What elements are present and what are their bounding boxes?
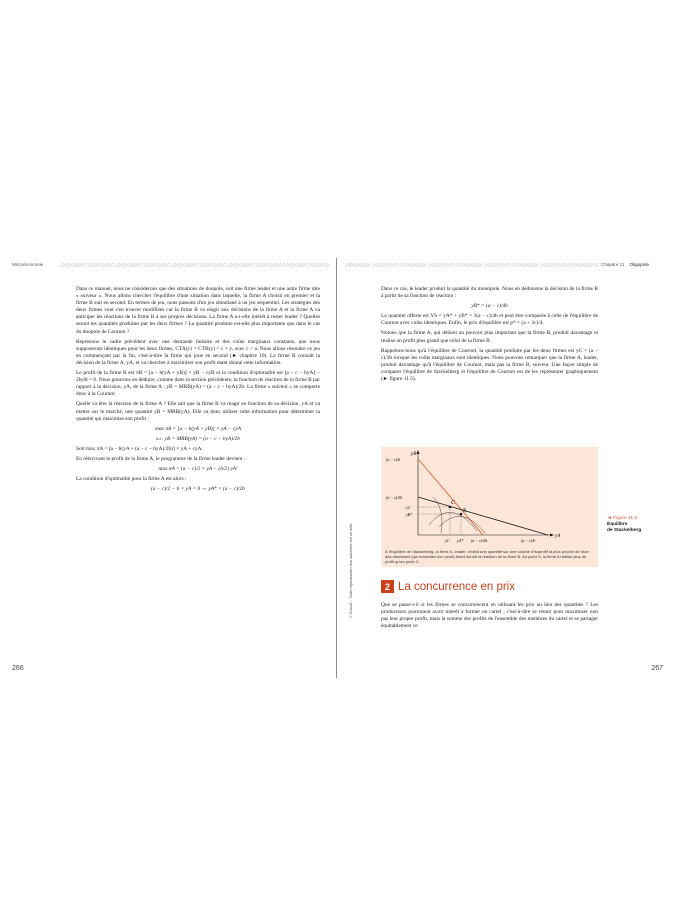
x-axis-label: yA [555, 534, 561, 539]
paragraph: Reprenons le cadre précédent avec une demande linéaire et des coûts marginaux constants, que nous supposerons identiques pour les deux firmes, CTA(y) = CTB(y) = c × y, avec c < a. Nous allons résoudre ce jeu en commençant par la fin, c'est-à-dire la firme qui joue en second (► chapitre 10). La firme B connaît la décision de la firme A, yA, et va chercher à maximiser son profit étant donné cette information. [76, 338, 320, 366]
figure-stackelberg [381, 447, 598, 567]
y-axis-label: yB [411, 452, 417, 457]
x-tick-label: yC [445, 538, 450, 543]
paragraph: Soit max πA = [a − b(yA + (a − c − byA)/2b)] × yA + cyA. [76, 445, 203, 452]
paragraph: Dans ce manuel, nous ne considérons que des situations de duopole, soit une firme leader et une autre firme dite « suiveur ». Nous allons chercher l'équilibre d'une situation dans laquelle, la firme A choisit en premier et la firme B suit en second. En termes de jeu, nous passons d'un jeu simultané à un jeu séquentiel. Les stratégies des deux firmes vont s'en trouver modifiées car la firme B va réagir aux décisions de la firme A et la firme A va anticiper les réactions de la firme B à ses propres décisions. La firme A a-t-elle intérêt à rester leader ? Quelles seront les quantités produites par les deux firmes ? La quantité produite est-elle plus importante que dans le cas du duopole de Cournot ? [76, 286, 320, 335]
figure-caption: À l'équilibre de Stackelberg, la firme A, leader, choisit une quantité sur une courbe d'isoprofit la plus proche de l'axe des abscisses (qui maximise son profit) étant donné la réaction de la firme B. Au point S, la firme A réalise plus de profit qu'au point C. [385, 549, 589, 564]
section-title: La concurrence en prix [398, 580, 515, 593]
chapter-title: Oligopole [629, 262, 649, 267]
y-tick-label: yC [406, 505, 411, 510]
section-heading [381, 580, 515, 593]
isoprofit-curve [439, 516, 485, 533]
running-header-right [601, 262, 649, 267]
paragraph: Quelle va être la réaction de la firme A ? Elle sait que la firme B va réagir en fonction de sa décision, yA et va mettre sur le marché, une quantité yB = MRB(yA). Elle va donc utiliser cette information pour déterminer la quantité qui maximise son profit : [76, 401, 320, 422]
equation: max πA = (a − c)/2 × yA − (b/2) yA² [158, 466, 238, 473]
x-axis-arrow [550, 534, 554, 537]
x-tick-label: (a − c)/b [521, 538, 536, 543]
page-number-right: 267 [651, 665, 663, 672]
paragraph: La quantité offerte est YS = yA* + yB* = 3(a − c)/4b et peut être comparée à celle de l'équilibre de Cournot avec coûts identiques. Enfin, le prix d'équilibre est p* = (a + 3c)/4. [381, 313, 598, 327]
isoprofit-curve [429, 512, 477, 531]
paragraph: Rappelons-nous qu'à l'équilibre de Cournot, la quantité produite par les deux firmes est yC = (a − c)/3b lorsque les coûts marginaux sont identiques. Nous pouvons remarquer que la firme A, leader, produit davantage qu'à l'équilibre de Cournot, mais pas la firme B, suiveur. Une façon simple de comparer l'équilibre de Stackelberg et l'équilibre de Cournot est de les représenter graphiquement (► figure 11.5). [381, 347, 598, 383]
section-number-badge: 2 [381, 580, 394, 593]
copyright-side-note: © Dunod – Toute reproduction non autorisée est un délit. [349, 522, 353, 618]
point-c-label: C [451, 500, 456, 506]
header-rule [345, 263, 599, 267]
paragraph: Dans ce cas, le leader produit la quantité du monopole. Nous en déduisons la décision de la firme B à partir de sa fonction de réaction : [381, 286, 598, 300]
equation: s.c. yB = MRB(yA) = (a − c − byA)/2b [156, 435, 240, 442]
x-tick-label: (a − c)/2b [471, 538, 488, 543]
figure-label [607, 516, 641, 534]
figure-number: ◄ Figure 11.5 [607, 516, 637, 521]
y-tick-label: yB* [406, 512, 413, 517]
book-spread [0, 258, 675, 678]
y-axis-arrow [417, 450, 420, 454]
stackelberg-diagram [381, 447, 598, 547]
page-number-left: 266 [12, 665, 24, 672]
chapter-label: Chapitre 11 [601, 262, 625, 267]
left-text-column [76, 286, 320, 496]
equation: (a − c)/2 − b × yA = 0 ⇔ yA* = (a − c)/2b [151, 486, 245, 493]
paragraph: Notons que la firme A, qui détient un pouvoir plus important que la firme B, produit davantage et réalise un profit plus grand que celui de la firme B. [381, 330, 598, 344]
right-page [337, 258, 675, 678]
equation: yB* = (a − c)/4b [471, 303, 508, 310]
cournot-point [449, 506, 452, 509]
figure-title: de Stackelberg [607, 528, 642, 533]
paragraph: Que se passe-t-il si les firmes se concurrencent en utilisant les prix au lieu des quantités ? Les producteurs pourraient avoir intérêt à former un cartel ; c'est-à-dire se réunir pour maximiser non pas leur propre profit, mais la somme des profits de l'ensemble des membres du cartel et se partager équitablement ce [381, 602, 598, 630]
y-tick-label: (a − c)/2b [386, 495, 403, 500]
equation: max πA = [a − b(yA + yB)] × yA − cyA [154, 425, 241, 432]
left-page [0, 258, 337, 678]
y-tick-label: (a − c)/b [386, 457, 401, 462]
point-s-label: S [463, 508, 466, 514]
paragraph: La condition d'optimalité pour la firme A est alors : [76, 476, 187, 483]
paragraph: Le profit de la firme B est πB = [a − b(yA + yB)] × yB − cyB et la condition d'optimalité est [a − c − byA] − 2byB = 0. Nous pourrons en déduire, comme dans la section précédente, la fonction de réaction de la firme B par rapport à la décision, yA, de la firme A : yB = MRB(yA) = (a − c − byA)/2b. La firme « suiveur » se comporte donc à la Cournot. [76, 370, 320, 398]
section-body [381, 602, 598, 633]
paragraph: En réécrivant le profit de la firme A, le programme de la firme leader devient : [76, 455, 246, 462]
reaction-curve-a [418, 459, 483, 535]
figure-title: Équilibre [607, 522, 628, 527]
right-text-column [381, 286, 598, 386]
running-header-left: Microéconomie [12, 262, 44, 267]
header-rule [60, 263, 330, 267]
stackelberg-point [460, 513, 463, 516]
x-tick-label: yA* [457, 538, 464, 543]
